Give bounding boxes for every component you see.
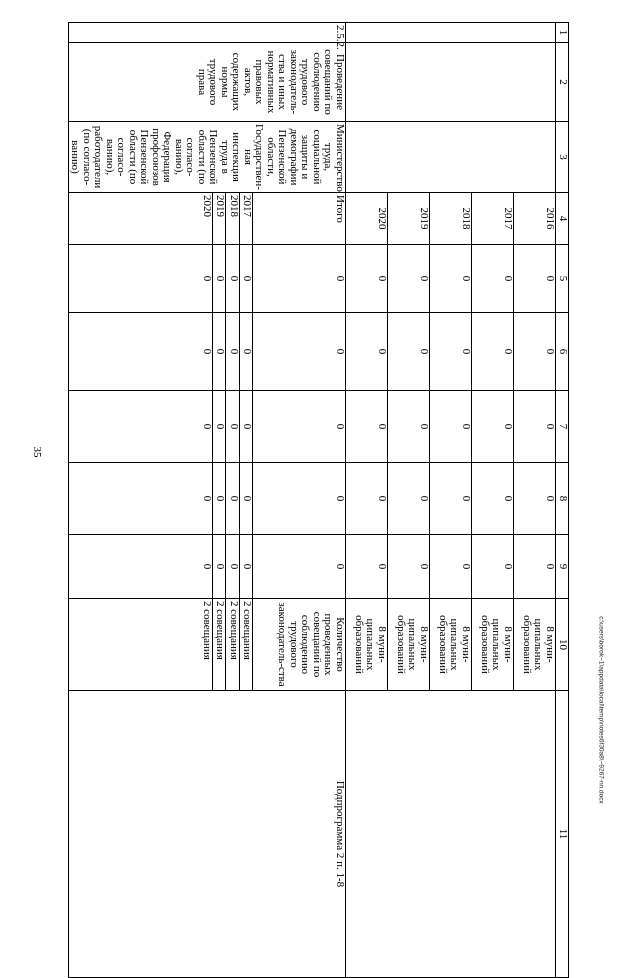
result-cell: 8 муни-ципальных образований — [346, 599, 388, 691]
value-cell: 0 — [472, 391, 514, 463]
value-cell: 0 — [430, 245, 472, 313]
result-cell: 8 муни-ципальных образований — [472, 599, 514, 691]
value-cell: 0 — [346, 245, 388, 313]
year-cell: 2016 — [514, 193, 556, 245]
measures-table — [68, 22, 569, 978]
value-cell: 0 — [472, 535, 514, 599]
col-header-6: 6 — [556, 313, 569, 391]
item-executors: Министерство труда, социальной защиты и демографии Пензенской области, Государствен-ная инспекция труда в Пензенской области (по согласо-ванию), Федерация профсоюзов Пензенской области (по согласо-ванию), работодатели (по согласо-ванию) — [69, 122, 346, 193]
year-cell: 2017 — [472, 193, 514, 245]
value-cell: 0 — [226, 245, 239, 313]
col-header-1: 1 — [556, 23, 569, 43]
value-cell: 0 — [69, 391, 213, 463]
value-cell: 0 — [239, 463, 252, 535]
value-cell: 0 — [252, 313, 345, 391]
value-cell: 0 — [346, 391, 388, 463]
file-path-footer: c:\users\borok~1\appdata\local\temp\notes6f30a8\~9267-nn.docx — [597, 616, 605, 804]
value-cell: 0 — [472, 463, 514, 535]
year-cell: 2019 — [213, 193, 226, 245]
result-cell: 8 муни-ципальных образований — [514, 599, 556, 691]
value-cell: 0 — [213, 391, 226, 463]
value-cell: 0 — [430, 535, 472, 599]
item-number: 2.5.2. — [69, 23, 346, 43]
value-cell: 0 — [346, 535, 388, 599]
header-row — [556, 23, 569, 978]
value-cell: 0 — [239, 535, 252, 599]
col-header-7: 7 — [556, 391, 569, 463]
result-cell: 8 муни-ципальных образований — [388, 599, 430, 691]
value-cell: 0 — [388, 463, 430, 535]
value-cell: 0 — [514, 391, 556, 463]
value-cell: 0 — [226, 463, 239, 535]
value-cell: 0 — [388, 313, 430, 391]
table-row — [252, 23, 345, 978]
value-cell: 0 — [252, 463, 345, 535]
value-cell: 0 — [213, 245, 226, 313]
year-cell: 2020 — [346, 193, 388, 245]
col-header-3: 3 — [556, 122, 569, 193]
cell-executors-empty — [346, 122, 556, 193]
value-cell: 0 — [514, 245, 556, 313]
item-name: Проведение совещаний по соблюдению трудового законодатель-ства и иных нормативных правовых актов, содержащих нормы трудового права — [69, 43, 346, 122]
year-cell: 2019 — [388, 193, 430, 245]
cell-program-empty — [346, 691, 556, 978]
result-cell: 2 совещания — [226, 599, 239, 691]
year-cell: Итого — [252, 193, 345, 245]
value-cell: 0 — [514, 463, 556, 535]
col-header-10: 10 — [556, 599, 569, 691]
value-cell: 0 — [69, 463, 213, 535]
value-cell: 0 — [252, 535, 345, 599]
page-number: 35 — [31, 446, 43, 458]
value-cell: 0 — [388, 391, 430, 463]
value-cell: 0 — [226, 313, 239, 391]
value-cell: 0 — [472, 245, 514, 313]
value-cell: 0 — [346, 463, 388, 535]
value-cell: 0 — [213, 535, 226, 599]
col-header-5: 5 — [556, 245, 569, 313]
value-cell: 0 — [252, 245, 345, 313]
program-reference: Подпрограмма 2 п. 1-8 — [69, 691, 346, 978]
year-cell: 2020 — [69, 193, 213, 245]
result-cell: 2 совещания — [239, 599, 252, 691]
value-cell: 0 — [69, 535, 213, 599]
value-cell: 0 — [252, 391, 345, 463]
value-cell: 0 — [213, 313, 226, 391]
col-header-2: 2 — [556, 43, 569, 122]
value-cell: 0 — [514, 535, 556, 599]
value-cell: 0 — [213, 463, 226, 535]
value-cell: 0 — [472, 313, 514, 391]
value-cell: 0 — [69, 245, 213, 313]
col-header-11: 11 — [556, 691, 569, 978]
year-cell: 2018 — [226, 193, 239, 245]
year-cell: 2017 — [239, 193, 252, 245]
value-cell: 0 — [430, 463, 472, 535]
indicator-cell: Количество проведенных совещаний по соблюдению трудового законодатель-ства — [252, 599, 345, 691]
value-cell: 0 — [226, 391, 239, 463]
value-cell: 0 — [388, 535, 430, 599]
value-cell: 0 — [226, 535, 239, 599]
table-row — [514, 23, 556, 978]
col-header-9: 9 — [556, 535, 569, 599]
result-cell: 8 муни-ципальных образований — [430, 599, 472, 691]
cell-name-empty — [346, 43, 556, 122]
col-header-8: 8 — [556, 463, 569, 535]
value-cell: 0 — [239, 391, 252, 463]
value-cell: 0 — [239, 245, 252, 313]
result-cell: 2 совещания — [69, 599, 213, 691]
col-header-4: 4 — [556, 193, 569, 245]
value-cell: 0 — [430, 391, 472, 463]
cell-number-empty — [346, 23, 556, 43]
value-cell: 0 — [514, 313, 556, 391]
result-cell: 2 совещания — [213, 599, 226, 691]
value-cell: 0 — [430, 313, 472, 391]
value-cell: 0 — [388, 245, 430, 313]
value-cell: 0 — [69, 313, 213, 391]
rotated-table-container — [64, 22, 569, 888]
year-cell: 2018 — [430, 193, 472, 245]
value-cell: 0 — [239, 313, 252, 391]
value-cell: 0 — [346, 313, 388, 391]
